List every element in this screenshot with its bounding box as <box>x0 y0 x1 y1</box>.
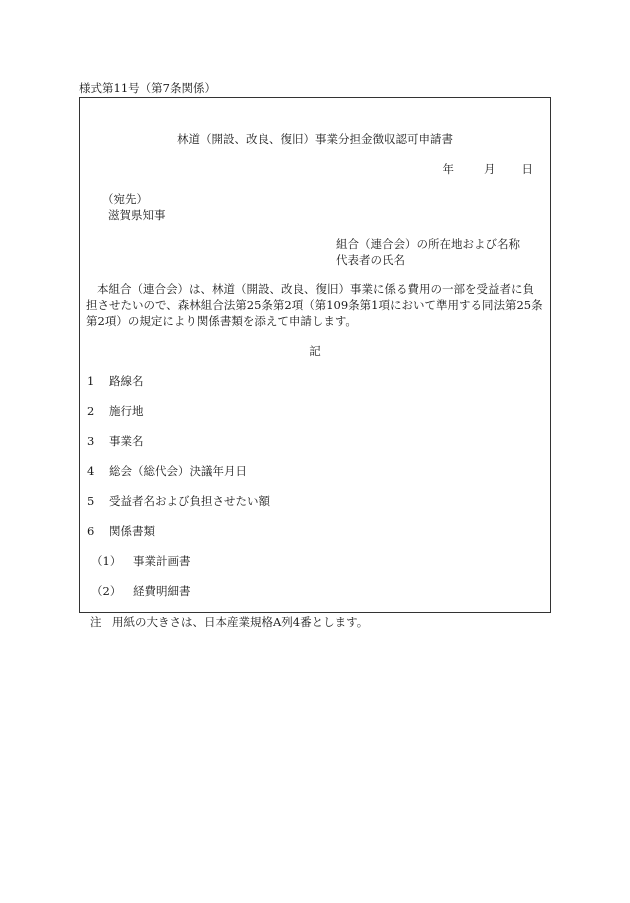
subitem-number: （1） <box>91 554 122 568</box>
applicant-block <box>336 236 520 268</box>
subitem-label: 事業計画書 <box>133 554 191 568</box>
list-item <box>87 373 527 403</box>
list-item <box>87 403 527 433</box>
application-form-frame <box>79 97 551 613</box>
item-number: 4 <box>87 464 95 478</box>
item-number: 1 <box>87 374 95 388</box>
item-label: 総会（総代会）決議年月日 <box>109 464 247 478</box>
addressee-prefix: （宛先） <box>102 192 148 206</box>
item-list <box>87 373 527 613</box>
item-label: 受益者名および負担させたい額 <box>109 494 270 508</box>
item-label: 路線名 <box>109 374 144 388</box>
item-label: 関係書類 <box>109 524 155 538</box>
applicant-org-line: 組合（連合会）の所在地および名称 <box>336 237 520 251</box>
item-number: 3 <box>87 434 95 448</box>
item-number: 5 <box>87 494 95 508</box>
item-label: 事業名 <box>109 434 144 448</box>
date-day-label: 日 <box>521 162 533 176</box>
ki-heading: 記 <box>309 344 321 358</box>
subitem-label: 経費明細書 <box>133 584 191 598</box>
date-month-label: 月 <box>484 162 496 176</box>
footnote-text: 用紙の大きさは、日本産業規格A列4番とします。 <box>112 615 369 629</box>
document-title: 林道（開設、改良、復旧）事業分担金徴収認可申請書 <box>177 132 453 146</box>
list-item <box>87 523 527 553</box>
date-line <box>421 161 534 177</box>
list-item <box>87 493 527 523</box>
applicant-representative-line: 代表者の氏名 <box>336 253 405 267</box>
item-number: 6 <box>87 524 95 538</box>
subitem-number: （2） <box>91 584 122 598</box>
addressee-block <box>102 191 166 223</box>
addressee-name: 滋賀県知事 <box>108 208 166 222</box>
list-item <box>87 433 527 463</box>
sub-list-item <box>87 583 527 613</box>
item-number: 2 <box>87 404 95 418</box>
sub-list-item <box>87 553 527 583</box>
footnote-label: 注 <box>90 615 102 629</box>
item-label: 施行地 <box>109 404 144 418</box>
form-number: 様式第11号（第7条関係） <box>79 81 216 95</box>
list-item <box>87 463 527 493</box>
application-body-text: 本組合（連合会）は、林道（開設、改良、復旧）事業に係る費用の一部を受益者に負担させたいので、森林組合法第25条第2項（第109条第1項において準用する同法第25条第2項）の規定により関係書類を添えて申請します。 <box>86 282 543 328</box>
date-year-label: 年 <box>442 162 454 176</box>
footnote <box>90 614 368 630</box>
